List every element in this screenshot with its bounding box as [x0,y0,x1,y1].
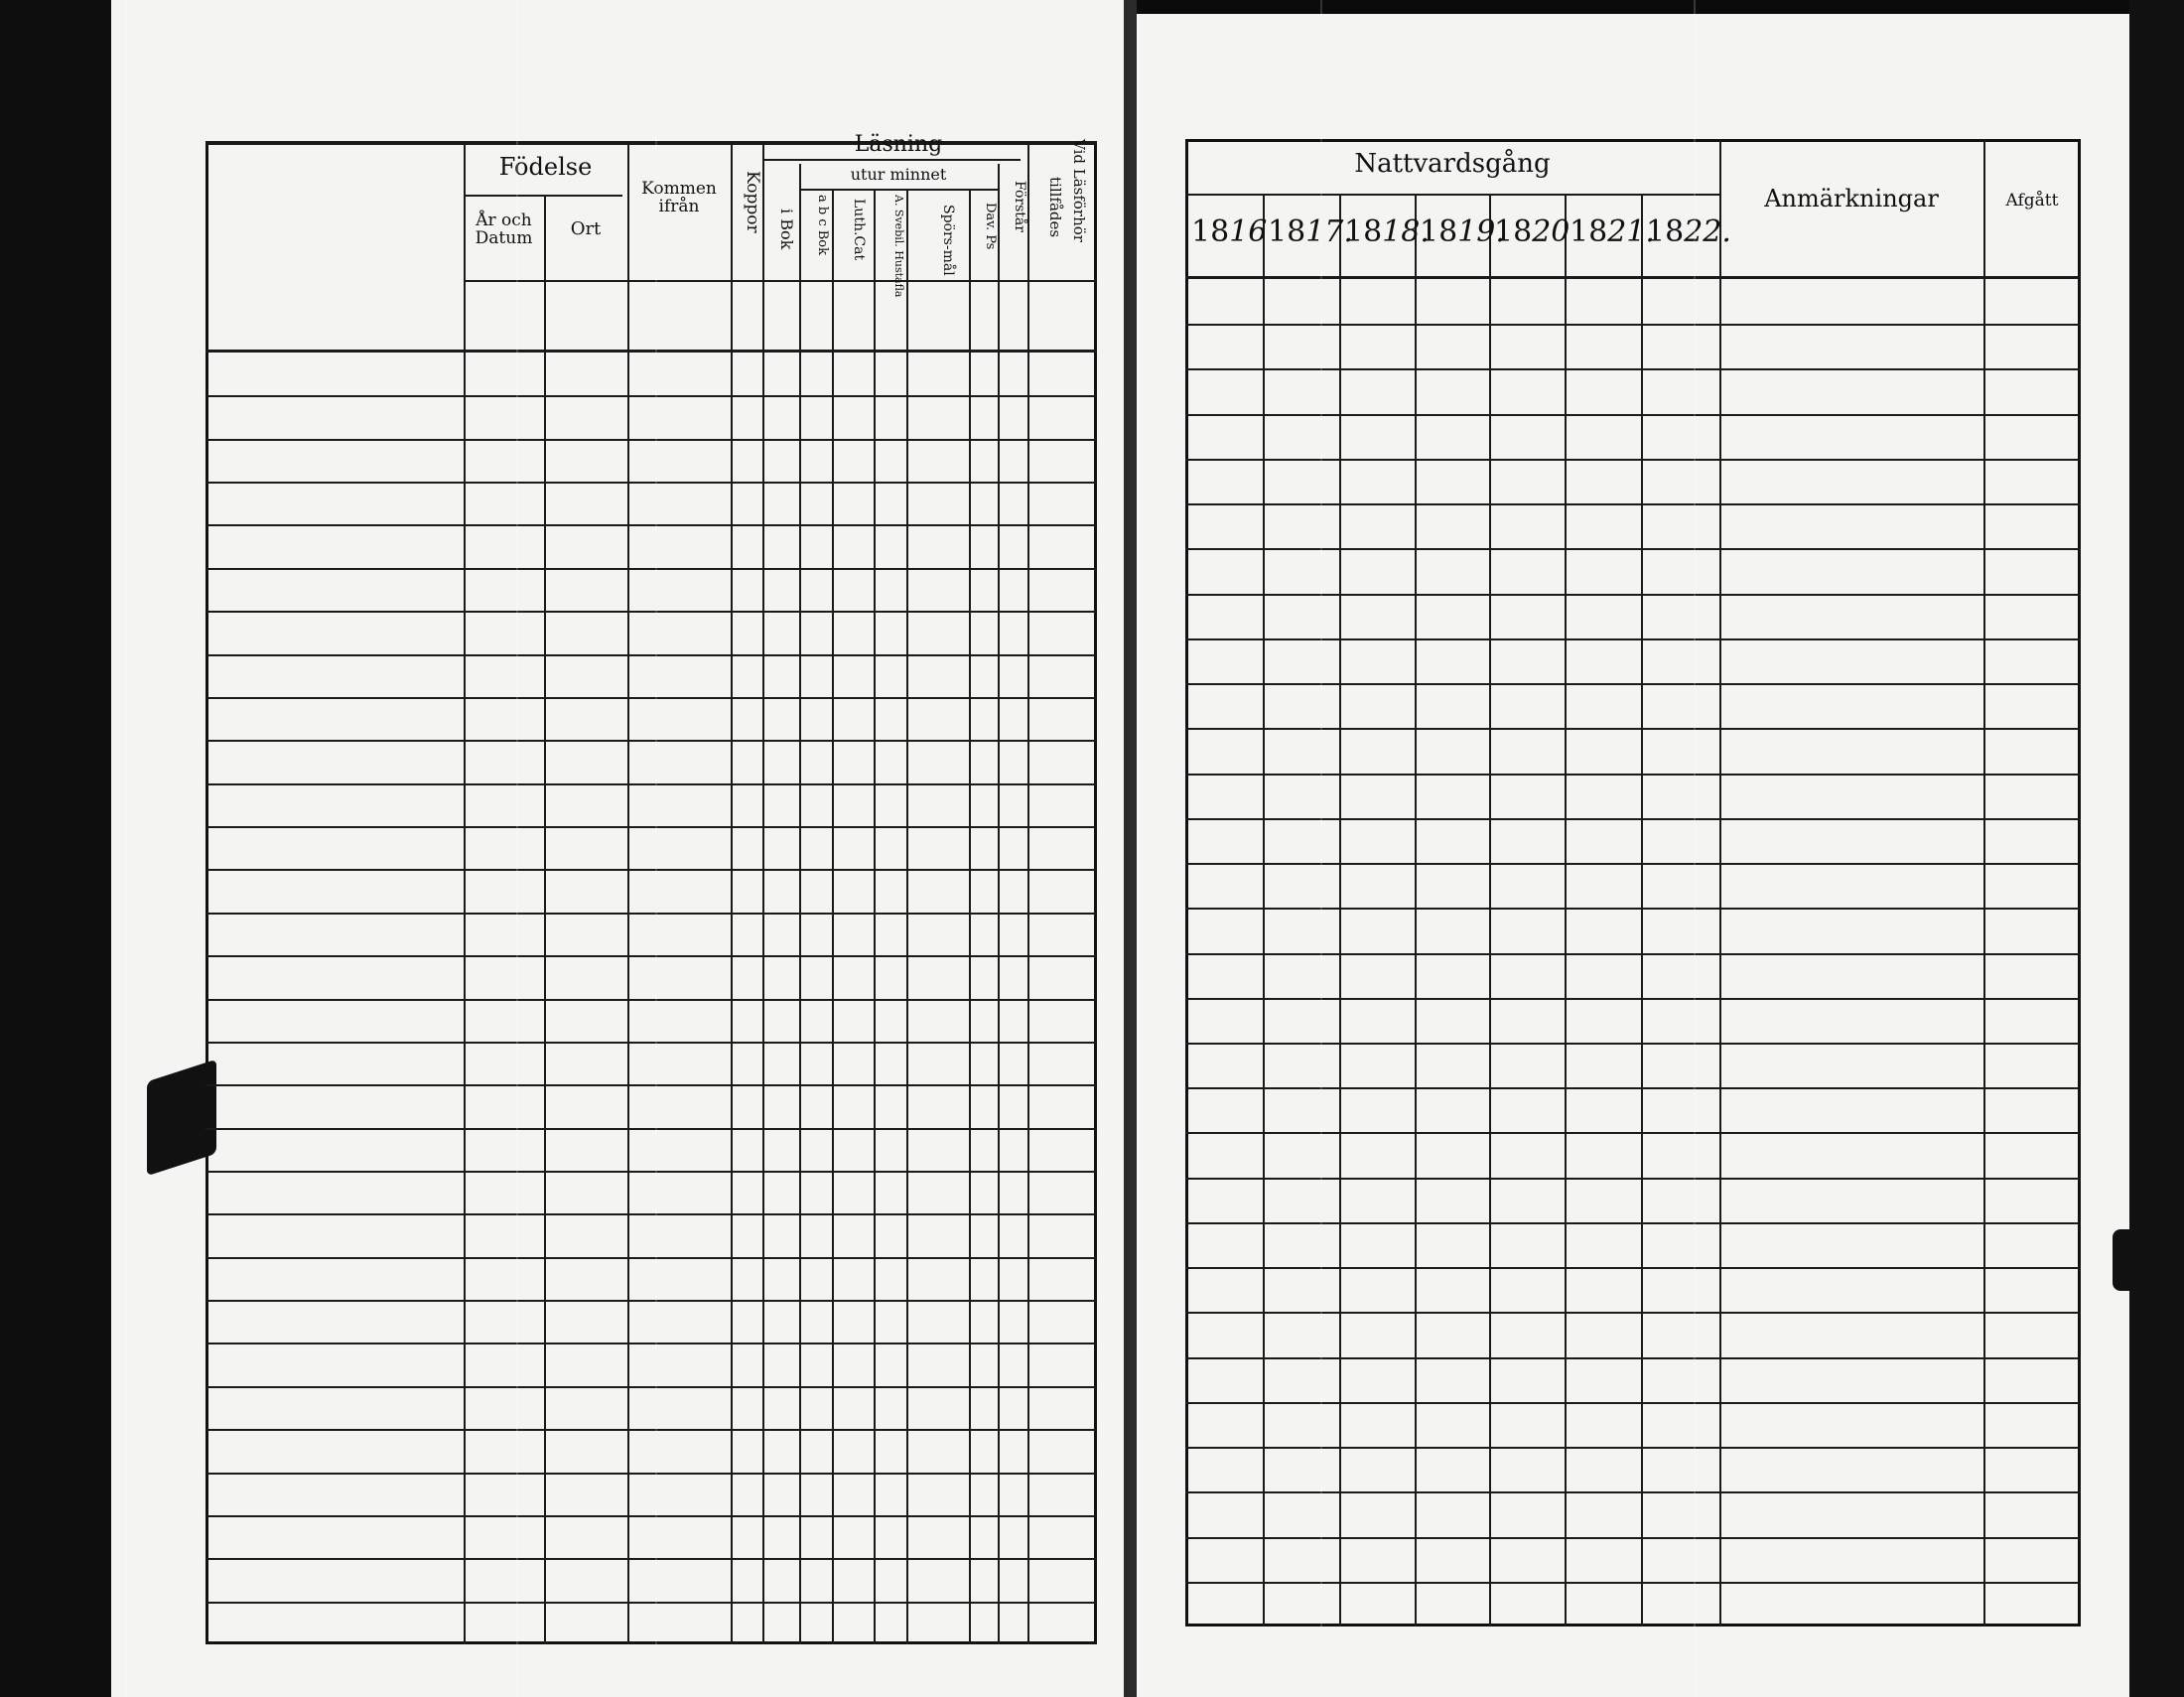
year-col-divider [1641,194,1643,1626]
year-handwritten: 21. [1607,214,1655,249]
col-divider [874,189,876,1644]
admitted-header-line2: tillfådes [1046,177,1064,238]
row-rule [205,1042,1097,1044]
year-handwritten: 17. [1305,214,1353,249]
year-col-divider [1489,194,1491,1626]
admitted-header-line1: Vid Läsförhör [1070,139,1088,242]
col-divider [969,189,971,1644]
year-printed: 18 [1268,214,1306,249]
birth-date-header-line1: År och [476,211,532,230]
book-edge-left [0,0,111,1697]
year-printed: 18 [1420,214,1458,249]
year-printed: 18 [1494,214,1533,249]
row-rule [205,654,1097,656]
row-rule [205,1257,1097,1259]
row-rule [205,826,1097,828]
reading-col-luth-cat: Luth.Cat [851,199,867,261]
col-divider [906,189,908,1644]
smallpox-header: Koppor [743,171,762,233]
scan-scratch [655,0,657,1697]
year-handwritten: 20 [1532,214,1570,249]
year-col-divider [1415,194,1417,1626]
scan-scratch [1320,0,1322,1697]
row-rule [205,913,1097,915]
row-rule [205,1300,1097,1302]
row-rule [205,439,1097,441]
year-1819 [1420,214,1505,249]
row-rule [205,697,1097,699]
year-col-divider [1565,194,1567,1626]
birth-place-header: Ort [570,218,602,239]
year-printed: 18 [1570,214,1608,249]
year-printed: 18 [1191,214,1230,249]
birth-group-underline [464,195,622,197]
came-from-header-line1: Kommen [641,179,717,199]
year-col-divider [1263,194,1265,1626]
row-rule [205,999,1097,1001]
scan-scratch [516,0,518,1697]
year-handwritten: 22. [1684,214,1731,249]
row-rule [205,1515,1097,1517]
communion-header: Nattvardsgång [1354,149,1551,179]
year-handwritten: 18. [1382,214,1430,249]
row-rule [205,1386,1097,1388]
row-rule [205,740,1097,742]
row-rule [205,783,1097,785]
year-1818 [1344,214,1430,249]
col-divider [762,141,764,1644]
year-handwritten: 16 [1229,214,1268,249]
row-rule [205,1473,1097,1475]
row-rule [205,1213,1097,1215]
book-gutter [1124,0,1137,1697]
row-rule [205,524,1097,526]
by-heart-underline [799,189,998,191]
reading-col-house-table: A. Svebil. Hustafla [892,195,905,298]
year-1817 [1268,214,1353,249]
year-handwritten: 19. [1457,214,1505,249]
came-from-header-line2: ifrån [658,196,700,216]
book-edge-right [2129,0,2184,1697]
col-divider [464,141,466,1644]
col-divider [1027,141,1029,1644]
row-rule [205,1343,1097,1344]
year-1821 [1570,214,1655,249]
row-rule [205,1602,1097,1604]
row-rule [205,1558,1097,1560]
col-divider [832,189,834,1644]
col-divider [731,141,733,1644]
reading-col-understands: Förstår [1012,181,1027,232]
left-header-base-line [464,280,1097,282]
left-header-bottom-line [205,350,1097,353]
reading-group-header: Läsning [854,132,943,157]
row-rule [205,395,1097,397]
year-col-divider [1339,194,1341,1626]
col-divider [627,141,629,1644]
row-rule [205,482,1097,484]
year-1816 [1191,214,1267,249]
row-rule [205,568,1097,570]
year-1820 [1494,214,1570,249]
birth-date-header-line2: Datum [475,227,533,248]
scan-scratch [1694,0,1696,1697]
row-rule [205,955,1097,957]
bookmark-tab-right [2113,1229,2184,1291]
row-rule [205,1084,1097,1086]
reading-group-underline [762,159,1021,161]
row-rule [205,611,1097,613]
birth-date-header [464,212,544,248]
row-rule [205,1128,1097,1130]
scan-scratch [125,0,127,1697]
reading-col-psalms: Dav. Ps [983,203,998,250]
left-table-frame [205,141,1097,1644]
birth-group-header: Födelse [498,153,593,181]
col-divider [799,164,801,1644]
remarks-header: Anmärkningar [1764,185,1939,212]
year-1822 [1646,214,1731,249]
by-heart-header: utur minnet [850,165,947,184]
row-rule [205,869,1097,871]
came-from-header [627,181,731,216]
col-divider [998,164,1000,1644]
departed-header: Afgått [2005,191,2059,211]
reading-col-questions: Spörs-mål [940,205,956,276]
row-rule [205,1171,1097,1173]
year-printed: 18 [1344,214,1383,249]
reading-col-in-book: i Bok [777,209,796,250]
col-divider [544,195,546,1644]
year-printed: 18 [1646,214,1685,249]
reading-col-abc-book: a b c Bok [815,195,830,256]
row-rule [205,1429,1097,1431]
